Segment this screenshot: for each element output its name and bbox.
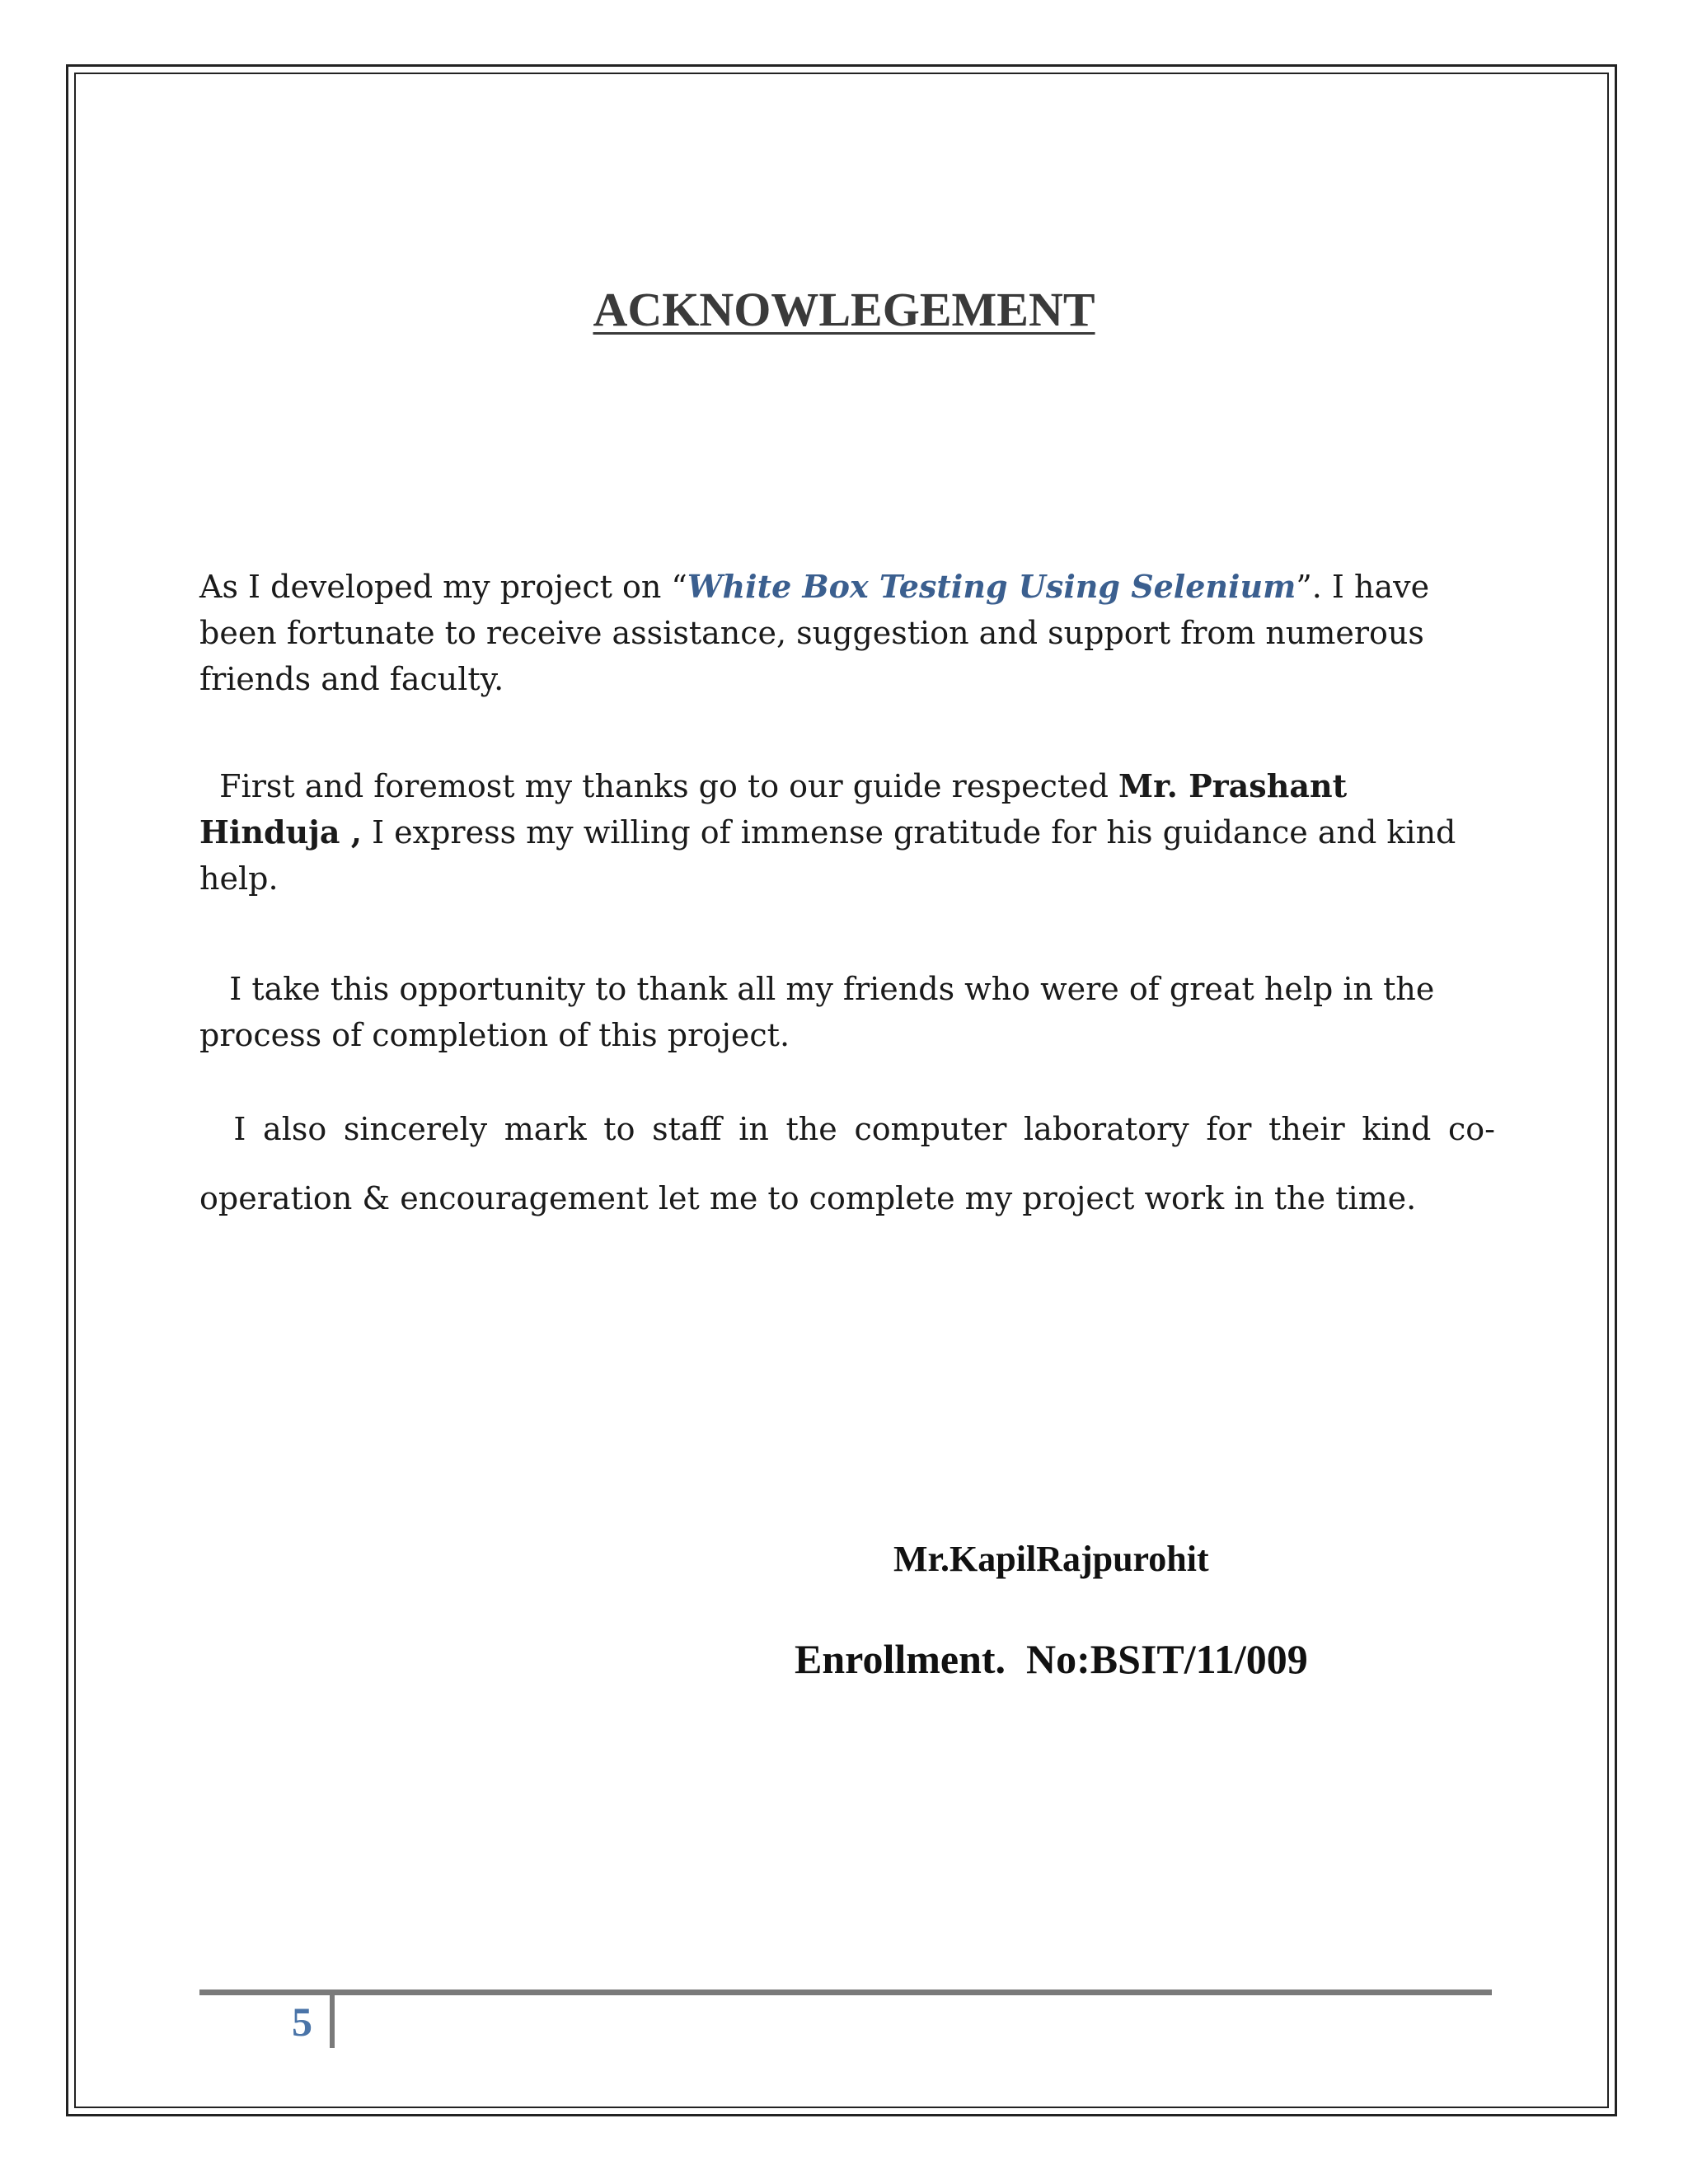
paragraph-friends: I take this opportunity to thank all my friends who were of great help in the process of completion of this project. — [199, 971, 1445, 1053]
paragraph-guide-rest: I express my willing of immense gratitude for his guidance and kind help. — [199, 814, 1466, 897]
signature-name: Mr.KapilRajpurohit — [893, 1539, 1209, 1579]
page-title — [0, 282, 1688, 337]
project-name: White Box Testing Using Selenium — [687, 568, 1296, 605]
enrollment-number: Enrollment. No:BSIT/11/009 — [795, 1636, 1308, 1682]
paragraph-intro-rest: ”. I have been fortunate to receive assistance, suggestion and support from numerous friends and faculty. — [199, 569, 1430, 697]
paragraph-intro-lead: As I developed my project on “ — [199, 569, 687, 605]
paragraph-guide — [199, 763, 1495, 902]
page-title-text: ACKNOWLEGEMENT — [593, 283, 1095, 336]
paragraph-guide-lead: First and foremost my thanks go to our guide respected — [199, 768, 1119, 804]
footer-divider — [330, 1995, 335, 2048]
page-border-inner — [74, 73, 1609, 2108]
paragraph-intro — [199, 564, 1495, 702]
paragraph-staff: I also sincerely mark to staff in the computer laboratory for their kind co-operation & encouragement let me to complete my project work in the time. — [199, 1111, 1495, 1216]
page-number: 5 — [292, 1999, 312, 2045]
footer-rule — [199, 1990, 1492, 1995]
guide-name: Mr. Prashant Hinduja , — [199, 767, 1358, 851]
